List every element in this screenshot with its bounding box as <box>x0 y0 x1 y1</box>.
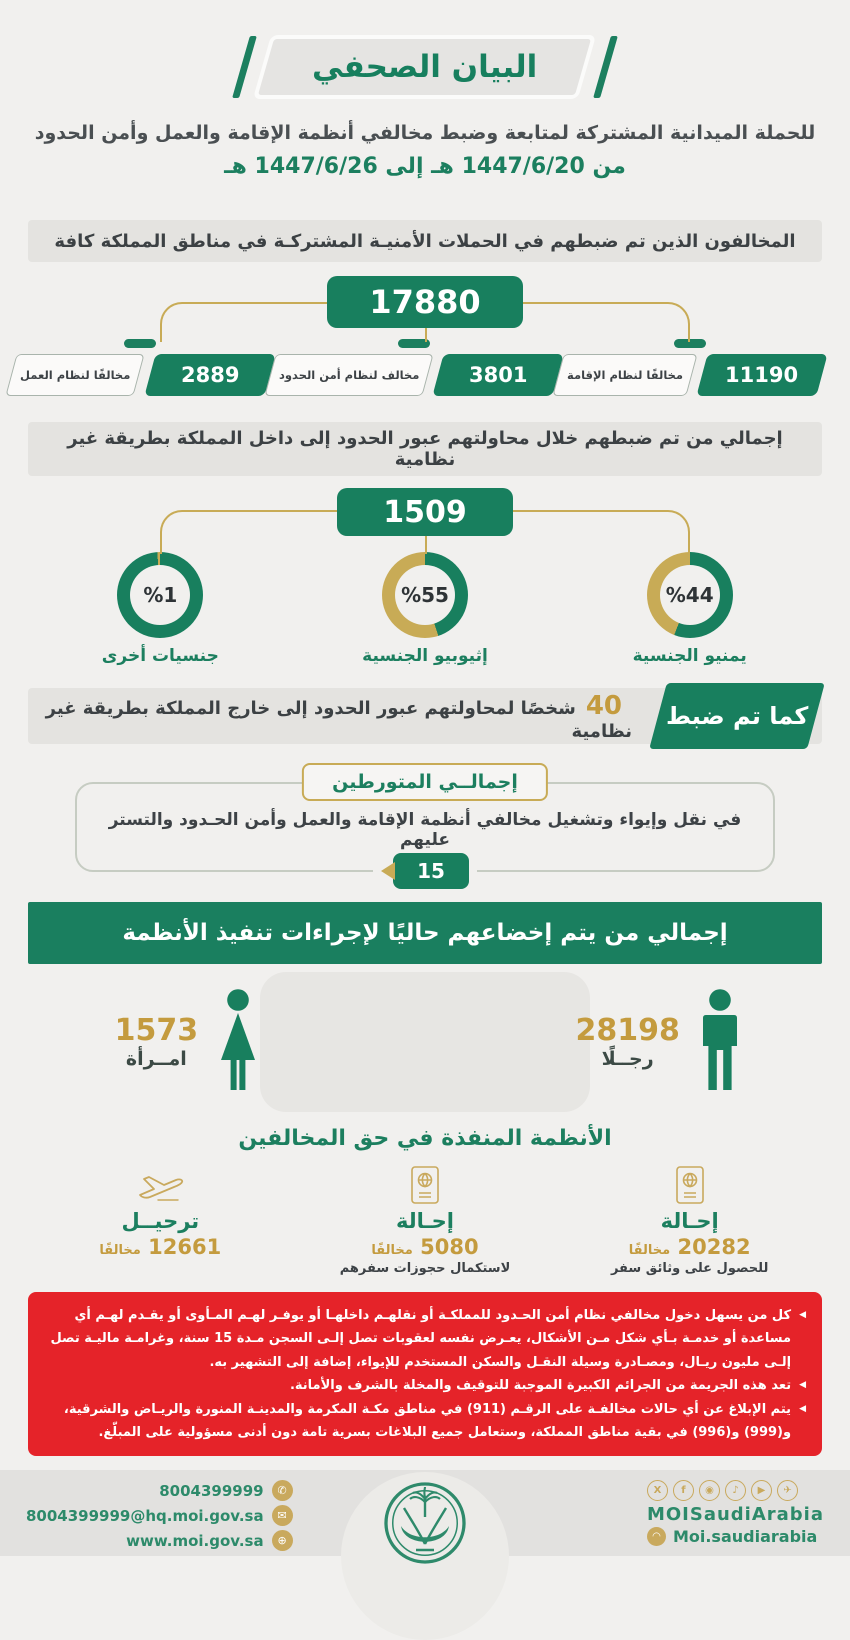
involved-panel <box>75 771 775 883</box>
man-icon <box>694 988 746 1096</box>
campaign-total-box: 17880 <box>327 276 523 328</box>
outside-text: شخصًا لمحاولتهم عبور الحدود إلى <box>270 697 576 719</box>
deportation-title: ترحيــل <box>121 1209 200 1233</box>
outside-suffix: بطريقة غير نظامية <box>45 697 632 742</box>
donut-ethiopian <box>293 552 558 666</box>
bell-icon: ◠ <box>647 1527 666 1546</box>
footer-social-block <box>647 1480 824 1546</box>
social-handle[interactable]: MOISaudiArabia <box>646 1504 824 1526</box>
referral-bookings-desc: لاستكمال حجوزات سفرهم <box>339 1261 511 1276</box>
campaign-breakdown <box>20 339 822 396</box>
nationality-donuts <box>28 552 822 666</box>
youtube-icon[interactable]: ▶ <box>751 1480 772 1501</box>
email-line <box>26 1505 293 1526</box>
passport-icon <box>410 1165 440 1205</box>
referral-bookings-unit: مخالفًا <box>371 1243 413 1258</box>
website-url[interactable]: www.moi.gov.sa <box>126 1531 264 1550</box>
donut-percent-yemeni: %44 <box>660 565 720 625</box>
donut-yemeni <box>557 552 822 666</box>
section-outside-kingdom <box>28 688 822 744</box>
x-icon[interactable]: X <box>647 1480 668 1501</box>
labor-violators-count: 2889 <box>180 363 239 387</box>
referral-bookings-count: 5080 <box>420 1235 479 1259</box>
subtitle-text: للحملة الميدانية المشتركة لمتابعة وضبط مخالفي أنظمة الإقامة والعمل وأمن الحدود <box>34 122 816 144</box>
referral-title: إحـالة <box>395 1209 454 1233</box>
donut-label-yemeni: يمنيو الجنسية <box>632 646 747 666</box>
heading-bold: داخل المملكة <box>176 428 294 449</box>
page-title-box <box>258 39 591 95</box>
warning-bullet <box>44 1374 806 1397</box>
website-globe-icon: ⊕ <box>272 1530 293 1551</box>
warning-bullet <box>44 1304 806 1374</box>
residency-violators-count: 11190 <box>725 363 799 387</box>
press-statement-header <box>0 36 850 98</box>
legal-warning-box <box>28 1292 822 1456</box>
secondary-handle[interactable]: Moi.saudiarabia <box>672 1527 818 1547</box>
involved-title: إجمالــي المتورطين <box>302 763 548 801</box>
date-range: من 1447/6/20 هـ إلى 1447/6/26 هـ <box>224 154 626 179</box>
facebook-icon[interactable]: f <box>673 1480 694 1501</box>
donut-chart-other <box>117 552 203 638</box>
page-title: البيان الصحفي <box>312 49 538 85</box>
men-count: 28198 <box>575 1013 680 1048</box>
heading-prefix: إجمالي من تم ضبطهم خلال محاولتهم عبور الحدود إلى <box>293 428 783 449</box>
plane-icon <box>134 1165 186 1205</box>
warning-text-2: تعد هذه الجريمة من الجرائم الكبيرة الموجبة للتوقيف والمخلة بالشرف والأمانة. <box>289 1378 792 1394</box>
outside-count: 40 <box>585 690 622 721</box>
inside-total-box: 1509 <box>337 488 513 536</box>
enforced-referral-documents <box>557 1161 822 1278</box>
outside-bold: خارج المملكة <box>155 697 271 719</box>
referral-docs-count: 20282 <box>677 1235 751 1259</box>
men-group <box>499 988 822 1096</box>
title-slash-icon <box>593 36 618 98</box>
donut-label-ethiopian: إثيوبيو الجنسية <box>362 646 488 666</box>
stat-labor <box>11 339 269 396</box>
stat-residency <box>558 339 822 396</box>
women-group <box>28 988 351 1096</box>
involved-count: 15 <box>393 853 469 889</box>
labor-violators-label: مخالفًا لنظام العمل <box>20 368 131 382</box>
donut-chart-yemeni <box>647 552 733 638</box>
involved-body: في نقل وإيواء وتشغيل مخالفي أنظمة الإقامة والعمل وأمن الحـدود والتستر عليهم <box>108 810 742 850</box>
telegram-icon[interactable]: ✈ <box>777 1480 798 1501</box>
social-icons-row <box>647 1480 824 1501</box>
enforced-heading: الأنظمة المنفذة في حق المخالفين <box>238 1126 612 1151</box>
donut-percent-ethiopian: %55 <box>395 565 455 625</box>
phone-icon: ✆ <box>272 1480 293 1501</box>
enforced-deportation <box>28 1161 293 1278</box>
website-line <box>26 1530 293 1551</box>
residency-violators-label: مخالفًا لنظام الإقامة <box>566 368 683 382</box>
donut-chart-ethiopian <box>382 552 468 638</box>
women-count: 1573 <box>114 1013 199 1048</box>
enforced-items <box>28 1161 822 1278</box>
border-violators-label: مخالف لنظام أمن الحدود <box>278 368 419 382</box>
men-label: رجــلًا <box>601 1048 654 1070</box>
residency-violators-count-box <box>696 354 827 396</box>
tiktok-icon[interactable]: ♪ <box>725 1480 746 1501</box>
heading-suffix: بطريقة غير نظامية <box>67 428 456 470</box>
footer-contact-block <box>26 1480 293 1555</box>
bullet-arrow-icon: ◀ <box>799 1403 806 1414</box>
warning-text-1: كل من يسهل دخول مخالفي نظام أمن الحـدود للمملكـة أو نقلهـم داخلهـا أو يوفـر لهـم المـأوى أو يقـدم لهـم أي مساعدة أو خدمـة بـأي شكل مـن الأشكال، يعـرض نفسه لعقوبات تصل إلـى السجن مـدة 15 سنة، وغرامـة ماليـة تصل إلـى مليون ريـال، ومصـادرة وسيلة النقـل والسكن المستخدم للإيواء، إضافة إلى التشهير به. <box>50 1308 792 1370</box>
arrow-left-icon <box>381 862 395 880</box>
warning-text-3: يتم الإبلاغ عن أي حالات مخالفـة على الرقـم (911) في مناطق مكـة المكرمة والمدينـة المنورة والريـاض والشرقية، و(999) و(996) في بقية مناطق المملكة، وستعامل جميع البلاغات بسرية تامة دون أدنى مسؤولية على المبلّغ. <box>63 1401 792 1440</box>
referral-docs-unit: مخالفًا <box>628 1243 671 1258</box>
border-violators-label-box <box>264 354 434 396</box>
also-seized-label: كما تم ضبط <box>665 702 809 730</box>
donut-other <box>28 552 293 666</box>
email-icon: ✉ <box>272 1505 293 1526</box>
involved-count-badge <box>373 853 477 889</box>
moi-emblem-circle <box>341 1472 509 1640</box>
phone-line <box>26 1480 293 1501</box>
labor-violators-count-box <box>144 354 275 396</box>
enforcement-people-row <box>28 972 822 1112</box>
border-violators-count: 3801 <box>468 363 528 387</box>
border-violators-count-box <box>432 354 563 396</box>
warning-bullet <box>44 1398 806 1445</box>
footer <box>0 1470 850 1556</box>
women-label: امــرأة <box>125 1048 187 1070</box>
deportation-desc <box>28 1261 293 1278</box>
enforcement-banner: إجمالي من يتم إخضاعهم حاليًا لإجراءات تنفيذ الأنظمة <box>28 902 822 964</box>
referral-title: إحـالة <box>660 1209 719 1233</box>
section-heading-inside-kingdom <box>28 422 822 476</box>
bullet-arrow-icon: ◀ <box>799 1380 806 1391</box>
instagram-icon[interactable]: ◉ <box>699 1480 720 1501</box>
moi-emblem <box>380 1478 470 1568</box>
passport-icon <box>675 1165 705 1205</box>
deportation-count: 12661 <box>148 1235 222 1259</box>
section-heading-campaign: المخالفون الذين تم ضبطهم في الحملات الأمنيـة المشتركـة في مناطق المملكة كافة <box>28 220 822 262</box>
bullet-arrow-icon: ◀ <box>799 1310 806 1320</box>
campaign-subtitle <box>0 118 850 186</box>
residency-violators-label-box <box>552 354 697 396</box>
phone-number[interactable]: 8004399999 <box>159 1481 264 1500</box>
title-slash-icon <box>232 36 257 98</box>
donut-percent-other: %1 <box>130 565 190 625</box>
woman-icon <box>212 988 264 1096</box>
outside-kingdom-text <box>28 691 632 742</box>
email-address[interactable]: 8004399999@hq.moi.gov.sa <box>26 1506 264 1525</box>
deportation-unit: مخالفًا <box>99 1243 141 1258</box>
connector-pill <box>124 339 156 348</box>
also-seized-badge <box>649 683 825 749</box>
stat-border-security <box>270 339 558 396</box>
donut-label-other: جنسيات أخرى <box>101 646 219 666</box>
enforced-referral-bookings <box>293 1161 558 1278</box>
secondary-handle-row <box>647 1527 824 1546</box>
referral-docs-desc: للحصول على وثائق سفر <box>610 1261 769 1276</box>
labor-violators-label-box <box>6 354 146 396</box>
